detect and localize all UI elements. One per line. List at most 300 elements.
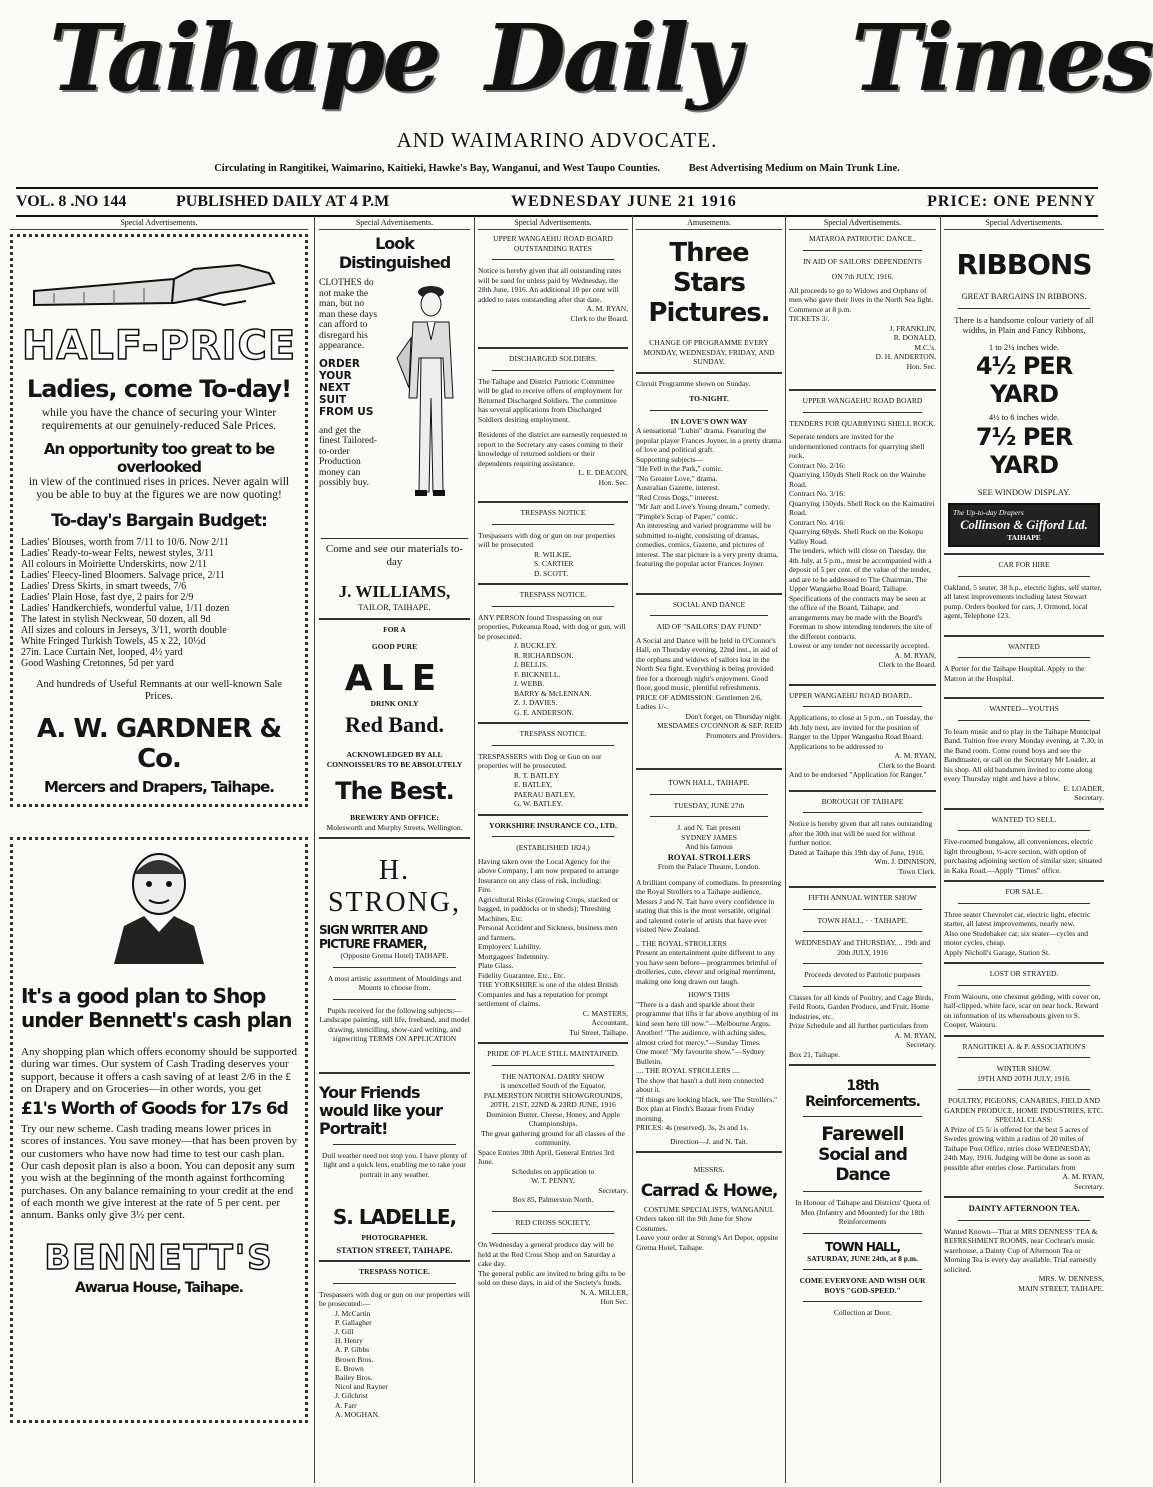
ws-proceeds: Proceeds devoted to Patriotic purposes xyxy=(804,970,921,979)
sd-title: SOCIAL AND DANCE xyxy=(672,599,746,609)
rs3-title: .... THE ROYAL STROLLERS .... xyxy=(636,1066,740,1075)
three-stars-change: CHANGE OF PROGRAMME EVERY MONDAY, WEDNESDAY, FRIDAY, AND SUNDAY. xyxy=(643,338,775,366)
t3-title: TRESPASS NOTICE. xyxy=(519,729,587,738)
list-item: J. Gill xyxy=(335,1326,354,1336)
hows-text: "There is a dash and sparkle about their programme that lifts it far above anything of its kind seen here till now."—Melbourne Argus. xyxy=(636,999,779,1028)
williams-come-text: Come and see our materials to-day xyxy=(325,543,464,568)
th-text: A brilliant company of comedians. In presenting the Royal Strollers to a Taihape audience, Messrs J and N. Tait have every confidence in stating that this is the most versatile, original and talented coterie of artists that have ever visited New Zealand. xyxy=(636,877,782,934)
borough-title: BOROUGH OF TAIHAPE xyxy=(821,796,904,806)
list-item: Brown Bros. xyxy=(335,1354,374,1364)
divider xyxy=(319,1260,470,1262)
uw2-signature: A. M. RYAN, xyxy=(894,650,936,660)
wanted-youths-title: WANTED—YOUTHS xyxy=(989,704,1059,713)
film-interesting: An interesting and varied programme will be submitted to-night, consisting of dramas, comedies, comics, Gazette, and pictures of interest. The star picture is a very pretty drama, featuring the popular actor Frances Joyner. xyxy=(636,521,778,568)
three-stars-title: Three Stars Pictures. xyxy=(648,238,770,328)
divider xyxy=(789,684,936,686)
ale-for-a: FOR A xyxy=(383,624,406,634)
ladelle-address: STATION STREET, TAIHAPE. xyxy=(336,1244,453,1255)
sd-signature: MESDAMES O'CONNOR & SEP. REID xyxy=(657,721,782,730)
ladelle-text: Dull weather need not stop you. I have plenty of light and a quick lens, enabling me to take your portrait in any weather. xyxy=(322,1150,467,1179)
rangitikei-title: RANGITIKEI A. & P. ASSOCIATION'S xyxy=(962,1041,1086,1051)
rangitikei-winter-show: WINTER SHOW. xyxy=(996,1064,1052,1073)
list-item: Hon. Sec. xyxy=(906,361,936,371)
hows-text-3: One more! "My favourite show."—Sydney Bulletin. xyxy=(636,1047,765,1066)
strong-trade: SIGN WRITER AND PICTURE FRAMER, xyxy=(319,923,428,951)
t3-names xyxy=(514,771,628,809)
prices: PRICES: 4s (reserved). 3s, 2s and 1s. xyxy=(636,1123,749,1132)
column-header: Special Advertisements. xyxy=(478,218,628,230)
rangitikei-signature-title: Secretary. xyxy=(1074,1181,1104,1191)
gardner-firm-name: A. W. GARDNER & Co. xyxy=(36,714,282,774)
list-item: D. H. ANDERTON, xyxy=(875,352,936,361)
masthead-title-daily: Daily xyxy=(486,4,739,112)
brewery-label: BREWERY AND OFFICE: xyxy=(350,813,439,822)
list-item: "No Greater Love," drama. xyxy=(636,473,718,483)
divider xyxy=(492,370,614,371)
divider xyxy=(492,836,614,837)
divider xyxy=(478,347,628,349)
divider xyxy=(492,745,614,746)
list-item: Fidelity Guarantee, Etc., Etc. xyxy=(478,970,566,980)
uw2-text-2: The tenders, which will close on Tuesday, the 4th July, at 5 p.m., must be accompanied with a deposit of 5 per cent. of the value of the tender, and are to be addressed to The Chairman, The Upper Wangaehu Road Board, Taihape. xyxy=(789,546,932,593)
sd-signature-title: Promoters and Providers. xyxy=(705,730,782,740)
ws-hall: TOWN HALL, · · TAIHAPE. xyxy=(817,915,908,925)
volume-number: VOL. 8 .NO 144 xyxy=(16,193,127,210)
uw2-title: UPPER WANGAEHU ROAD BOARD xyxy=(802,396,923,405)
th-date: TUESDAY, JUNE 27th xyxy=(673,800,745,810)
ws-text-2: Prize Schedule and all further particulars from xyxy=(789,1021,929,1030)
bennett-headline-1: It's a good plan to Shop xyxy=(21,984,266,1008)
divider xyxy=(803,1191,922,1192)
rc-title: RED CROSS SOCIETY. xyxy=(515,1217,591,1227)
pointing-hand-illustration xyxy=(24,243,294,323)
list-item: Employers' Liability. xyxy=(478,942,541,951)
borough-signature: Wm. J. DINNISON, xyxy=(874,857,936,866)
column-header: Amusements. xyxy=(636,218,782,230)
tea-text: Wanted Known—That at MRS DENNESS' TEA & REFRESHMENT ROOMS, near Cochran's music warehouse, a Dainty Cup of Afternoon Tea or Morning Tea is every day available. Trial earnestly solicited. xyxy=(944,1226,1098,1274)
list-item: Ladies' Ready-to-wear Felts, newest styles, 3/11 xyxy=(21,548,214,559)
list-item: E. Brown xyxy=(335,1363,364,1373)
list-item: J. BUCKLEY. xyxy=(514,641,557,650)
th-strollers: ROYAL STROLLERS xyxy=(667,851,751,862)
list-item: Agricultural Risks (Growing Crops, stacked or bagged, in paddocks or in sheds); Threshing Machines, Etc. xyxy=(478,894,619,923)
uw3-signature-title: Clerk to the Board. xyxy=(878,760,936,770)
list-item: 27in. Lace Curtain Net, looped, 4½ yard xyxy=(21,647,183,658)
rangitikei-signature: A. M. RYAN, xyxy=(1062,1172,1104,1181)
collinson-logo xyxy=(948,503,1100,547)
sd-price: PRICE OF ADMISSION: Gentlemen 2/6, Ladies 1/-. xyxy=(636,692,763,711)
divider xyxy=(803,412,922,413)
column-5 xyxy=(789,218,936,1480)
uw2-subtitle: TENDERS FOR QUARRYING SHELL ROCK. xyxy=(789,418,936,428)
portrait-illustration xyxy=(104,846,214,964)
divider xyxy=(958,903,1090,904)
divider xyxy=(958,1220,1090,1221)
remnants-text: And hundreds of Useful Remnants at our well-known Sale Prices. xyxy=(35,679,283,702)
divider xyxy=(803,986,922,987)
social-dance-title: Social and Dance xyxy=(818,1145,907,1185)
uw-title: UPPER WANGAEHU ROAD BOARD xyxy=(493,234,613,243)
sd-subtitle: AID OF "SAILORS' DAY FUND" xyxy=(656,622,762,631)
brewery-address: Molesworth and Murphy Streets, Wellington. xyxy=(326,822,463,832)
ribbons-great: GREAT BARGAINS IN RIBBONS. xyxy=(961,291,1087,301)
column-rule xyxy=(785,215,786,1483)
ale-heading: ALE xyxy=(344,657,445,699)
list-item: R. T. BATLEY xyxy=(514,770,560,780)
dairy-title: THE NATIONAL DAIRY SHOW xyxy=(501,1071,605,1081)
divider xyxy=(333,967,456,968)
divider xyxy=(803,909,922,910)
direction: Direction—J. and N. Tait. xyxy=(670,1136,748,1146)
list-item: Plate Glass. xyxy=(478,961,514,970)
th-title: TOWN HALL, TAIHAPE. xyxy=(668,778,750,787)
list-item: Ladies' Fleecy-lined Bloomers. Salvage price, 2/11 xyxy=(21,570,225,581)
strong-opposite: (Opposite Gretna Hotel) TAIHAPE. xyxy=(340,951,449,960)
three-stars-circuit: Circuit Programme shown on Sunday. xyxy=(636,378,751,388)
list-item: Australian Gazette, interest. xyxy=(636,483,720,492)
list-item: J. Gilchrist xyxy=(335,1391,368,1401)
divider xyxy=(333,1283,456,1284)
t2-names xyxy=(514,641,628,717)
list-item: All sizes and colours in Jerseys, 3/11, worth double xyxy=(21,625,227,636)
date-bar xyxy=(16,187,1098,217)
list-item: H. Henry xyxy=(335,1336,363,1346)
list-item: M.C.'s. xyxy=(914,342,936,352)
carrad-orders: Orders taken till the 9th June for Show Costumes. xyxy=(636,1214,753,1233)
ribbons-price-2: 7½ PER YARD xyxy=(975,422,1073,479)
farewell-hall: TOWN HALL, xyxy=(824,1239,901,1254)
divider xyxy=(803,1301,922,1302)
gardner-firm-sub: Mercers and Drapers, Taihape. xyxy=(44,778,274,796)
wanted-youths-text: To learn music and to play in the Taihape Municipal Band. Tuition free every Monday evening, at 7.30, in the Band room. Come round boys and see the Bandmaster, or call on the Secretary Mr Loader, at his shop. All old bandsmen invited to come along every Thursday night and have a blow. xyxy=(944,726,1104,783)
divider xyxy=(789,790,936,792)
list-item: "He Fell in the Park," comic. xyxy=(636,464,723,473)
divider xyxy=(803,812,922,813)
ws-signature-title: Secretary. xyxy=(906,1040,936,1049)
ale-acknowledged: ACKNOWLEDGED BY ALL CONNOISSEURS TO BE ABSOLUTELY xyxy=(326,750,463,769)
divider xyxy=(958,830,1090,831)
divider xyxy=(958,720,1090,721)
list-item: R. RICHARDSON. xyxy=(514,650,574,660)
bargain-list xyxy=(21,537,297,669)
borough-text: Notice is hereby given that all rates outstanding after the 30th inst will be sued for without further notice. xyxy=(789,819,933,847)
ribbons-width-2: 4½ to 6 inches wide. xyxy=(988,412,1060,422)
column-4 xyxy=(636,218,782,1480)
dairy-signature: W. T. PENNY, xyxy=(531,1176,575,1185)
williams-advert xyxy=(319,278,470,538)
list-item: Mortgagees' Indemnity. xyxy=(478,951,549,961)
divider xyxy=(650,794,768,795)
tea-signature: MRS. W. DENNESS, xyxy=(1038,1274,1104,1283)
divider xyxy=(478,722,628,724)
list-item: Ladies' Plain Hose, fast dye, 2 pairs for 2/9 xyxy=(21,592,194,603)
gentleman-illustration xyxy=(387,278,469,508)
th-present-2: Present an entertainment quite different to any you have seen before—programmes brimful of drolleries, cute, clever and original merriment, making one long drawn out laugh. xyxy=(636,948,777,986)
t2-title: TRESPASS NOTICE. xyxy=(519,590,587,599)
borough-dated: Dated at Taihape this 19th day of June, 1916. xyxy=(789,847,925,857)
t2-text: ANY PERSON found Trespassing on our properties, Pukeanua Road, with dog or gun, will be prosecuted. xyxy=(478,612,626,641)
half-price-sign: HALF-PRICE xyxy=(21,323,297,369)
list-item: G. E. ANDERSON. xyxy=(514,707,574,717)
divider xyxy=(944,1035,1104,1037)
ladelle-name: S. LADELLE, xyxy=(332,1205,457,1229)
tea-signature-address: MAIN STREET, TAIHAPE. xyxy=(1018,1283,1104,1293)
rangitikei-date: 19TH AND 20TH JULY, 1916. xyxy=(977,1073,1071,1083)
uw2-contracts xyxy=(789,461,936,547)
masthead-title-times: Times xyxy=(852,4,1153,112)
uw3-signature: A. M. RYAN, xyxy=(894,751,936,760)
list-item: J. McCartin xyxy=(335,1308,371,1318)
hows-text-2: Another! "The audience, with aching sides, almost cried for mercy."—Sunday Times. xyxy=(636,1028,766,1047)
column-rule xyxy=(940,215,941,1483)
rc-text: On Wednesday a general produce day will be held at the Red Cross Shop and on Saturday a cake day. xyxy=(478,1240,616,1268)
list-item: Fire. xyxy=(478,885,492,894)
t1-text: Trespassers with dog or gun on our properties will be prosecuted xyxy=(478,530,616,549)
wanted-youths-signature: E. LOADER, xyxy=(1063,783,1104,793)
ds-text-2: Residents of the district are earnestly requested to report to the Secretary any cases coming to their knowledge of returned soldiers or their dependents requiring assistance. xyxy=(478,430,628,468)
list-item: Personal Accident and Sickness, business men and farmers. xyxy=(478,923,618,942)
divider xyxy=(789,389,936,391)
for-sale-text: Three seater Chevrolet car, electric light, electric starter, all latest improvements, nearly new. xyxy=(944,909,1091,928)
ds-text: The Taihape and District Patriotic Committee will be glad to receive offers of employment for Returned Discharged Soldiers. The committee has several applications from Discharged Soldiers desiring employment. xyxy=(478,376,622,424)
list-item: Z. J. DAVIES. xyxy=(514,698,558,707)
for-sale-title: FOR SALE. xyxy=(1005,887,1043,896)
divider xyxy=(492,524,614,525)
column-rule xyxy=(632,215,633,1483)
list-item: White Fringed Turkish Towels, 45 x 22, 10½d xyxy=(21,636,206,647)
masthead-subtitle: AND WAIMARINO ADVOCATE. xyxy=(396,128,718,152)
list-item: Good Washing Cretonnes, 5d per yard xyxy=(21,658,174,669)
th-present: J. and N. Tait present xyxy=(677,823,741,832)
rc-text-2: The general public are invited to bring gifts to be sold on these days, in aid of the Society's funds. xyxy=(478,1268,626,1287)
sd-text: A Social and Dance will be held in O'Connor's Hall, on Thursday evening, 22nd inst., in aid of the orphans and widows of sailors lost in the North Sea fight. Everything is being provided free for a thorough night's enjoyment. Good floor, good music, plentiful refreshments. xyxy=(636,635,778,692)
list-item: J. BELLIS. xyxy=(514,660,548,669)
list-item: Quarrying 60yds. Shell Rock on the Kokopu Valley Road. xyxy=(789,527,923,546)
ws-signature: A. M. RYAN, xyxy=(894,1030,936,1040)
column-header: Special Advertisements. xyxy=(789,218,936,230)
mataroa-date: ON 7th JULY, 1916. xyxy=(831,272,894,281)
divider xyxy=(958,308,1090,309)
divider xyxy=(803,1269,922,1270)
uw3-text: Applications, to close at 5 p.m., on Tuesday, the 4th July next, are invited for the position of Ranger to the Upper Wangaehu Road Board. Applications to be addressed to xyxy=(789,713,933,751)
list-item: P. Gallagher xyxy=(335,1317,372,1327)
divider xyxy=(333,999,456,1000)
ws-title: FIFTH ANNUAL WINTER SHOW xyxy=(808,893,917,902)
wanted-sell-title: WANTED TO SELL. xyxy=(991,814,1057,824)
sd-forget: Don't forget, on Thursday night. xyxy=(685,711,782,721)
masthead-title-taihape: Taihape xyxy=(50,4,440,112)
yi-list xyxy=(478,885,628,980)
carrad-costume: COSTUME SPECIALISTS, WANGANUI. xyxy=(643,1204,775,1214)
ale-best: The Best. xyxy=(335,777,454,805)
circulation-text: Circulating in Rangitikei, Waimarino, Kaitieki, Hawke's Bay, Wanganui, and West Taupo Counties. xyxy=(214,163,661,174)
issue-price: PRICE: ONE PENNY xyxy=(927,193,1096,210)
divider xyxy=(478,1042,628,1044)
divider xyxy=(492,1211,614,1212)
divider xyxy=(958,1089,1090,1090)
for-sale-text-2: Also one Studebaker car, six seater—cycles and motor cycles, cheap. xyxy=(944,928,1089,947)
uw2-text: Seperate tenders are invited for the undermentioned contracts for quarrying shell rock. xyxy=(789,432,925,460)
list-item: Contract No. 4/16: xyxy=(789,517,846,527)
yi-established: (ESTABLISHED 1824.) xyxy=(516,843,590,852)
list-item: "Pimple's Scrap of Paper," comic. xyxy=(636,511,738,521)
ladelle-headline: Your Friends would like your Portrait! xyxy=(319,1082,442,1138)
rangitikei-text: A Prize of £5 5/ is offered for the best 5 acres of Swedes growing within a radius of 20 miles of Taihape Post Office. ntries close WEDNESDAY, 24th May, 1916. Judging will be done as soon as possible after entries close. Particulars from xyxy=(944,1124,1091,1172)
film-support: Supporting subjects— xyxy=(636,454,703,464)
uw3-title: UPPER WANGAEHU ROAD BOARD.. xyxy=(789,690,913,700)
column-header: Special Advertisements. xyxy=(10,218,308,230)
ribbons-width-1: 1 to 2¼ inches wide. xyxy=(988,341,1060,352)
column-1 xyxy=(10,218,308,1480)
trespass-names xyxy=(335,1309,470,1419)
divider xyxy=(944,635,1104,637)
uw2-text-4: Lowest or any tender not necessarily accepted. xyxy=(789,641,930,650)
list-item: D. SCOTT. xyxy=(534,568,569,578)
masthead xyxy=(0,0,1153,230)
wanted-sell-text: Five-roomed bungalow, all conveniences, electric light throughout, ½-acre section, with option of purchasing adjoining section of similar size; situated in Kaka Road.—Apply "Times" office. xyxy=(944,837,1102,875)
divider xyxy=(803,1233,922,1234)
list-item: A. MOGHAN. xyxy=(335,1409,380,1419)
carrad-name: Carrad & Howe, xyxy=(640,1180,778,1201)
list-item: Quarrying 150yds. Shell Rock on the Kaimatirei Road. xyxy=(789,498,935,517)
list-item: Ladies' Dress Skirts, in smart tweeds, 7/6 xyxy=(21,581,187,592)
trespass-text: Trespassers with dog or gun on our properties will be prosecuted:— xyxy=(319,1289,470,1308)
column-rule xyxy=(474,215,475,1483)
strong-name: H. STRONG, xyxy=(327,855,461,918)
column-3 xyxy=(478,218,628,1480)
gardner-headline: Ladies, come To-day! xyxy=(26,375,292,403)
williams-name: J. WILLIAMS, xyxy=(338,582,451,601)
divider xyxy=(478,814,628,816)
divider xyxy=(478,501,628,503)
divider xyxy=(944,880,1104,882)
honour-text: In Honour of Taihape and Districts' Quota of Men (Infantry and Mounted) for the 18th Reinforcements xyxy=(795,1198,930,1226)
rs3-text-2: "If things are looking black, see The Strollers." xyxy=(636,1094,778,1104)
williams-order-text: ORDER YOUR NEXT SUIT FROM US xyxy=(319,357,374,418)
wanted-title: WANTED xyxy=(1008,641,1040,651)
ws-text: Classes for all kinds of Poultry, and Cage Birds, Feild Roots, Garden Produce, and Fruit. Home Industries, etc. xyxy=(789,992,934,1021)
mataroa-commence: Commence at 8 p.m. xyxy=(789,304,852,314)
column-header: Special Advertisements. xyxy=(319,218,470,230)
ladelle-photographer: PHOTOGRAPHER. xyxy=(361,1233,428,1242)
film-title: IN LOVE'S OWN WAY xyxy=(670,416,748,426)
collinson-town: TAIHAPE xyxy=(1007,532,1041,542)
bennett-advert xyxy=(10,837,308,1423)
divider xyxy=(650,816,768,817)
ws-box: Box 21, Taihape. xyxy=(789,1049,840,1059)
ds-signature-title: Hon. Sec. xyxy=(598,477,628,487)
list-item: Ladies' Handkerchiefs, wonderful value, 1/11 dozen xyxy=(21,603,230,614)
uw-text: Notice is hereby given that all outstanding rates will be sued for unless paid by Wednesday, the 28th June, 1916. An additional 10 per cent will added to rates outstanding after that date. xyxy=(478,266,622,304)
divider xyxy=(650,410,768,411)
borough-signature-title: Town Clerk. xyxy=(898,866,936,876)
column-2 xyxy=(319,218,470,1480)
farewell-date: SATURDAY, JUNE 24th, at 8 p.m. xyxy=(807,1253,918,1263)
divider xyxy=(789,886,936,888)
farewell-title: Farewell xyxy=(821,1123,904,1145)
carrad-leave: Leave your order at Strong's Art Depot, oppsite Gretna Hotel, Taihape. xyxy=(636,1233,779,1252)
t3-text: TRESPASSERS with Dog or Gun on our properties will be prosecuted. xyxy=(478,751,602,770)
rs3-text: The show that hasn't a dull item connected about it. xyxy=(636,1075,764,1094)
lost-title: LOST OR STRAYED. xyxy=(989,969,1059,978)
divider xyxy=(803,931,922,932)
ribbons-there: There is a handsome colour variety of all widths, in Plain and Fancy Ribbons, xyxy=(954,314,1094,335)
th-and: And his famous xyxy=(685,842,733,851)
box-plan: Box plan at Finch's Bazaar from Friday morning. xyxy=(636,1104,755,1123)
list-item: "Mr Jarr and Love's Young dream," comedy. xyxy=(636,502,770,511)
list-item: PAERAU BATLEY, xyxy=(514,789,575,799)
divider xyxy=(636,768,782,770)
car-text: Oakland, 5 seater, 38 h.p., electric lights, self starter, all latest improvements including latest Stewart pump. Orders booked for cars, J. Ormond, local agent, Telephone 123. xyxy=(944,582,1102,620)
divider xyxy=(492,606,614,607)
list-item: Quarrying 150yds Shell Rock on the Wairube Road. xyxy=(789,470,926,489)
circulation-line xyxy=(0,163,1114,174)
divider xyxy=(478,583,628,585)
rangitikei-classes: POULTRY, PIGEONS, CANARIES, FIELD AND GARDEN PRODUCE, HOME INDUSTRIES, ETC. xyxy=(944,1096,1104,1115)
divider xyxy=(958,985,1090,986)
divider xyxy=(944,1196,1104,1198)
divider xyxy=(803,706,922,707)
list-item: All colours in Moiriette Underskirts, now 2/11 xyxy=(21,559,207,570)
column-header: Special Advertisements. xyxy=(944,218,1104,230)
yi-signature-address: Tui Street, Taihape. xyxy=(569,1027,628,1037)
rc-signature-title: Hon Sec. xyxy=(600,1297,628,1306)
dairy-box: Box 85, Palmerston North. xyxy=(512,1195,594,1204)
yi-text: Having taken over the Local Agency for the above Company, I am now prepared to arrange Insurance on any class of risk, including: xyxy=(478,856,619,885)
ws-date: WEDNESDAY and THURSDAY, .. 19th and 20th JULY, 1916 xyxy=(794,938,931,957)
uw-subtitle: OUTSTANDING RATES xyxy=(514,243,592,253)
divider xyxy=(650,615,768,616)
uw-signature: A. M. RYAN, xyxy=(586,304,628,313)
dairy-text: is unexcelled South of the Equator, PALMERSTON NORTH SHOWGROUNDS, 20TH, 21ST, 22ND & 23RD JUNE, 1916 xyxy=(483,1081,623,1109)
mataroa-text: All proceeds to go to Widows and Orphans of men who gave their lives in the North Sea fight. xyxy=(789,285,934,304)
dairy-text-3: The great gathering ground for all classes of the community. xyxy=(481,1128,625,1147)
list-item: A. Farr xyxy=(335,1400,357,1410)
list-item: The latest in stylish Neckwear, 50 dozen, all 9d xyxy=(21,614,211,625)
bennett-address: Awarua House, Taihape. xyxy=(75,1279,243,1296)
best-medium-text: Best Advertising Medium on Main Trunk Line. xyxy=(688,163,900,174)
dairy-signature-title: Secretary. xyxy=(598,1185,628,1195)
mataroa-tickets: TICKETS 3/. xyxy=(789,314,830,323)
divider xyxy=(958,657,1090,658)
ribbons-see-window: SEE WINDOW DISPLAY. xyxy=(977,486,1071,497)
divider xyxy=(333,1144,456,1145)
wanted-text: A Porter for the Taihape Hospital. Apply to the Matron at the Hospital. xyxy=(944,664,1085,683)
collinson-name: Collinson & Gifford Ltd. xyxy=(960,517,1088,532)
dairy-text-4: Space Entries 30th April, General Entries 3rd June. xyxy=(478,1147,615,1166)
mataroa-title: MATAROA PATRIOTIC DANCE.. xyxy=(808,234,917,243)
divider xyxy=(319,1072,470,1074)
bennett-offer: £1's Worth of Goods for 17s 6d xyxy=(21,1099,288,1120)
list-item: Bailey Bros. xyxy=(335,1372,373,1382)
film-support-list xyxy=(636,464,782,521)
list-item: J. FRANKLIN, xyxy=(889,323,936,333)
list-item: Contract No. 2/16: xyxy=(789,460,846,470)
list-item: Nicol and Rayner xyxy=(335,1382,388,1392)
ribbons-title: RIBBONS xyxy=(956,248,1092,281)
list-item: BARRY & McLENNAN. xyxy=(514,688,592,698)
trespass-heading: TRESPASS NOTICE. xyxy=(359,1267,430,1276)
dairy-text-5: Schedules on application to xyxy=(511,1166,595,1176)
hows-title: HOW'S THIS xyxy=(688,990,730,999)
tea-title: DAINTY AFTERNOON TEA. xyxy=(968,1203,1080,1213)
red-band-name: Red Band. xyxy=(344,712,445,737)
pride-title: PRIDE OF PLACE STILL MAINTAINED. xyxy=(487,1049,619,1058)
williams-clothes-text: CLOTHES do not make the man, but no man these days can afford to disregard his appearance. xyxy=(319,278,378,351)
wanted-youths-signature-title: Secretary. xyxy=(1074,793,1104,802)
rc-signature: N. A. MILLER, xyxy=(580,1287,628,1297)
yi-text-2: THE YORKSHIRE is one of the oldest British Companies and has a reputation for prompt settlement of claims. xyxy=(478,980,618,1008)
